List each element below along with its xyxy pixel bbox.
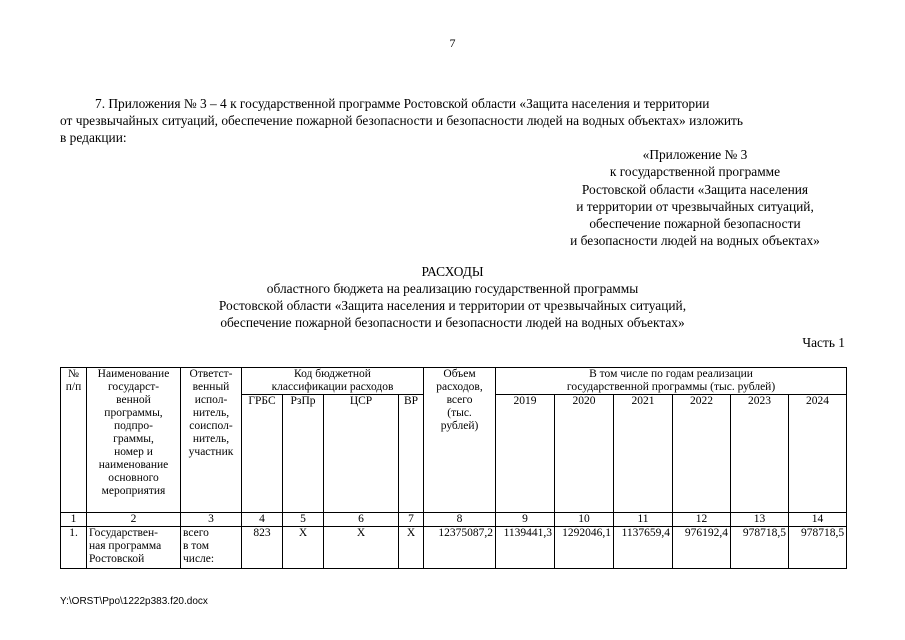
column-number: 6: [324, 513, 399, 527]
intro-paragraph: [60, 95, 844, 146]
document-title: [0, 263, 905, 331]
column-number: 10: [555, 513, 614, 527]
column-number: 5: [283, 513, 324, 527]
column-number: 3: [181, 513, 242, 527]
header-volume: Объем расходов, всего (тыс. рублей): [424, 368, 496, 513]
header-year: 2021: [614, 395, 673, 513]
header-name: Наименование государст- венной программы, подпро- граммы, номер и наименование основного мероприятия: [87, 368, 181, 513]
expenses-table: [60, 367, 847, 569]
row-year-2024: 978718,5: [789, 527, 847, 569]
column-number: 7: [399, 513, 424, 527]
header-year: 2024: [789, 395, 847, 513]
file-path-footer: Y:\ORST\Ppo\1222p383.f20.docx: [60, 596, 208, 607]
column-number: 13: [731, 513, 789, 527]
header-rzpr: РзПр: [283, 395, 324, 513]
appendix-line: к государственной программе: [609, 164, 781, 180]
column-number: 11: [614, 513, 673, 527]
appendix-line: Ростовской области «Защита населения: [581, 181, 809, 197]
header-years-group: В том числе по годам реализации государственной программы (тыс. рублей): [496, 368, 847, 395]
header-vr: ВР: [399, 395, 424, 513]
title-line: областного бюджета на реализацию государственной программы: [266, 281, 639, 296]
intro-line-1: 7. Приложения № 3 – 4 к государственной программе Ростовской области «Защита населения и территории: [95, 96, 710, 111]
row-year-2022: 976192,4: [673, 527, 731, 569]
title-heading: РАСХОДЫ: [421, 264, 484, 279]
column-number-row: [61, 513, 847, 527]
row-vr: Х: [399, 527, 424, 569]
column-number: 12: [673, 513, 731, 527]
column-number: 4: [242, 513, 283, 527]
header-year: 2019: [496, 395, 555, 513]
header-num: № п/п: [61, 368, 87, 513]
table-row: [61, 527, 847, 569]
row-executor: всего в том числе:: [181, 527, 242, 569]
intro-line-3: в редакции:: [60, 130, 127, 145]
row-year-2020: 1292046,1: [555, 527, 614, 569]
row-year-2019: 1139441,3: [496, 527, 555, 569]
header-grbs: ГРБС: [242, 395, 283, 513]
row-total: 12375087,2: [424, 527, 496, 569]
row-rzpr: Х: [283, 527, 324, 569]
appendix-line: и безопасности людей на водных объектах»: [570, 233, 820, 249]
intro-line-2: от чрезвычайных ситуаций, обеспечение пожарной безопасности и безопасности людей на водных объектах» изложить: [60, 113, 743, 128]
appendix-line: и территории от чрезвычайных ситуаций,: [576, 198, 814, 214]
column-number: 2: [87, 513, 181, 527]
title-line: Ростовской области «Защита населения и территории от чрезвычайных ситуаций,: [218, 298, 687, 313]
row-name: Государствен- ная программа Ростовской: [87, 527, 181, 569]
appendix-header: [545, 146, 845, 250]
column-number: 14: [789, 513, 847, 527]
header-year: 2020: [555, 395, 614, 513]
appendix-line: обеспечение пожарной безопасности: [589, 216, 801, 232]
part-label: Часть 1: [802, 335, 845, 350]
page-number: 7: [449, 36, 456, 50]
title-line: обеспечение пожарной безопасности и безопасности людей на водных объектах»: [220, 315, 685, 330]
column-number: 1: [61, 513, 87, 527]
header-executor: Ответст- венный испол- нитель, соиспол- нитель, участник: [181, 368, 242, 513]
row-num: 1.: [61, 527, 87, 569]
header-year: 2022: [673, 395, 731, 513]
column-number: 9: [496, 513, 555, 527]
column-number: 8: [424, 513, 496, 527]
row-year-2021: 1137659,4: [614, 527, 673, 569]
header-csr: ЦСР: [324, 395, 399, 513]
row-year-2023: 978718,5: [731, 527, 789, 569]
row-grbs: 823: [242, 527, 283, 569]
header-year: 2023: [731, 395, 789, 513]
header-budget-code-group: Код бюджетной классификации расходов: [242, 368, 424, 395]
header-row: [61, 368, 847, 395]
row-csr: Х: [324, 527, 399, 569]
appendix-line: «Приложение № 3: [642, 147, 748, 162]
